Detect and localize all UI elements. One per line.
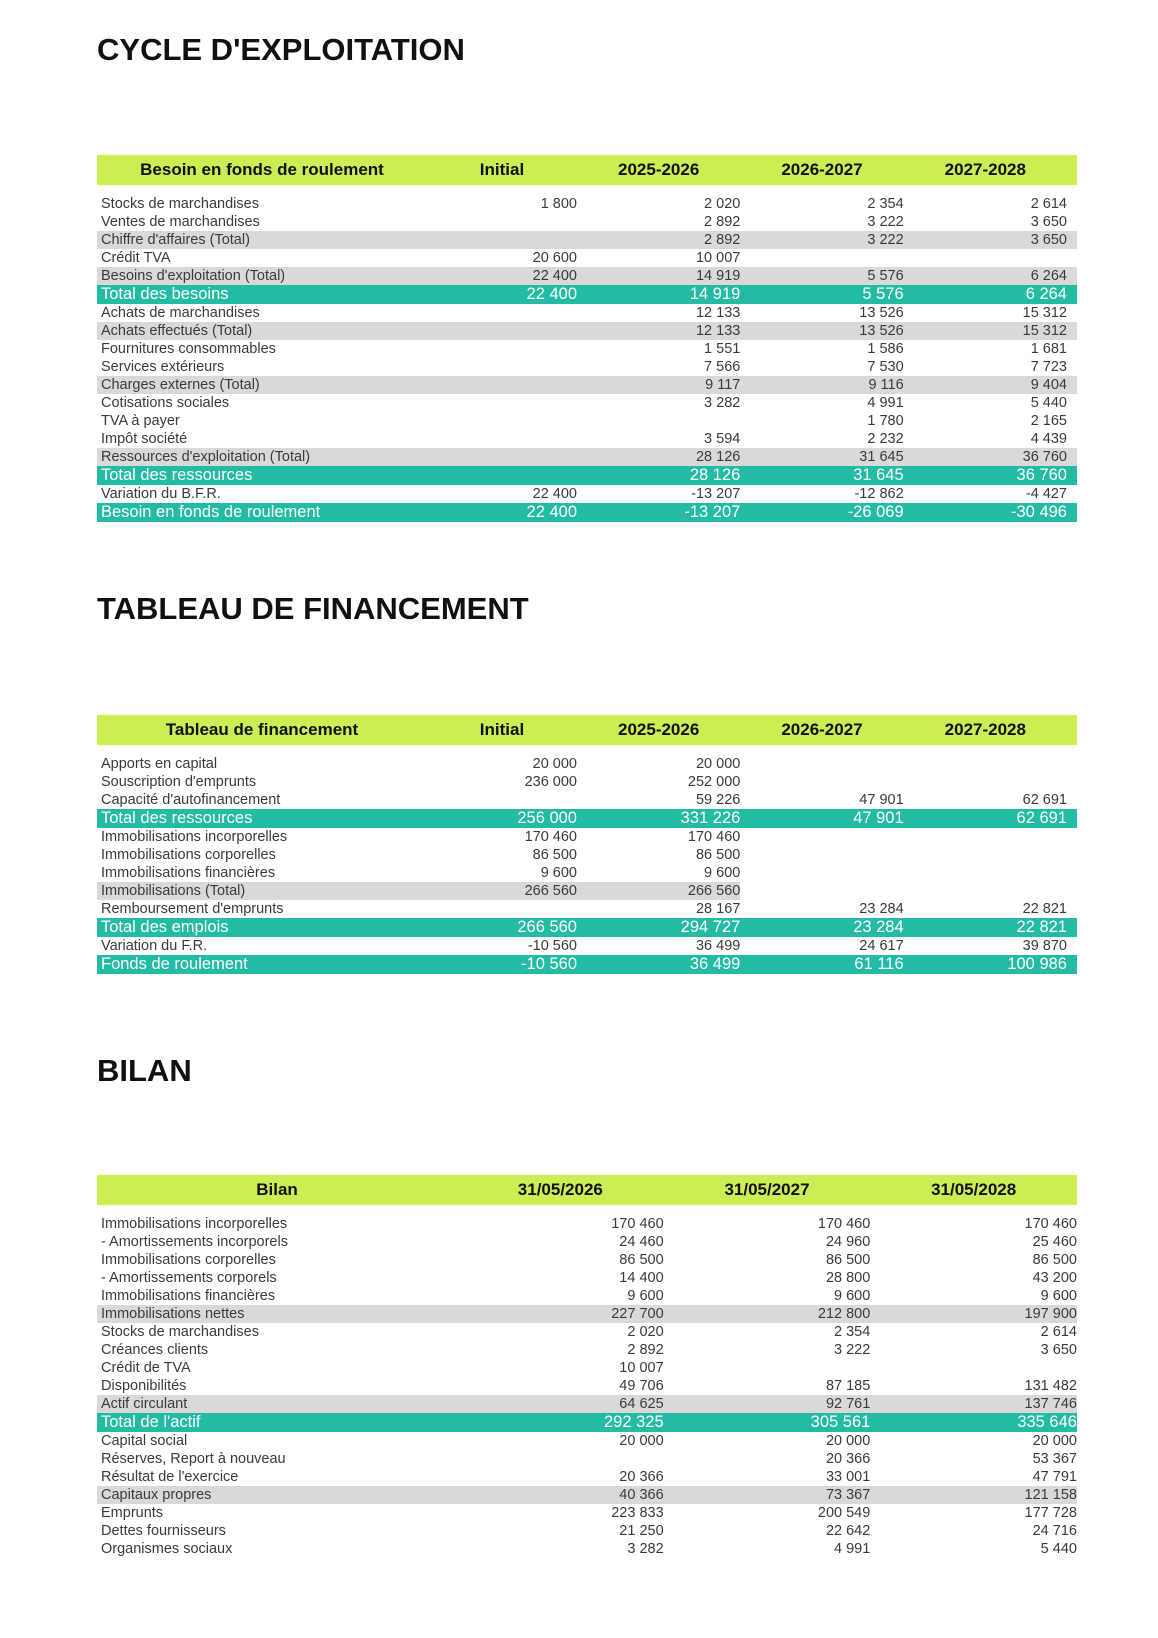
row-label: Apports en capital (101, 756, 218, 772)
row-value: 31 645 (859, 449, 904, 465)
table-row (97, 1251, 1077, 1269)
row-label: Crédit TVA (101, 250, 171, 266)
table-row (97, 1504, 1077, 1522)
row-value: 6 264 (1030, 268, 1067, 284)
row-value: 86 500 (695, 847, 741, 863)
header-column: 2026-2027 (781, 160, 863, 179)
row-value: 177 728 (1024, 1505, 1077, 1521)
table-row (97, 394, 1077, 412)
row-value: 9 117 (705, 377, 741, 393)
row-value: 13 526 (859, 323, 904, 339)
row-label: Réserves, Report à nouveau (101, 1451, 286, 1467)
table-row (97, 828, 1077, 846)
row-value: 73 367 (825, 1487, 871, 1503)
row-value (427, 213, 577, 231)
row-value: 28 126 (689, 466, 741, 484)
row-value: 335 646 (1017, 1413, 1077, 1431)
row-value: 1 780 (867, 413, 904, 429)
table-row (97, 1432, 1077, 1450)
row-value: 25 460 (1032, 1234, 1077, 1250)
row-value: 21 250 (619, 1523, 664, 1539)
row-value (740, 882, 903, 900)
row-value: 331 226 (680, 809, 741, 827)
row-value: 170 460 (817, 1216, 871, 1232)
table-row (97, 285, 1077, 304)
row-value: 22 642 (825, 1523, 871, 1539)
row-value: 24 460 (619, 1234, 664, 1250)
table-header (97, 715, 1077, 745)
row-value: 3 650 (1040, 1342, 1077, 1358)
table-row (97, 937, 1077, 955)
row-value: 1 586 (867, 341, 904, 357)
row-value: 2 614 (1030, 196, 1067, 212)
header-column: 2027-2028 (944, 720, 1026, 739)
row-value: 53 367 (1032, 1451, 1077, 1467)
row-label: Services extérieurs (101, 359, 225, 375)
table-row (97, 918, 1077, 937)
row-label: Total de l'actif (101, 1413, 201, 1431)
table-row (97, 955, 1077, 974)
row-label: Total des emplois (101, 918, 229, 936)
table-row (97, 864, 1077, 882)
row-value: 22 400 (532, 268, 577, 284)
row-value (904, 755, 1067, 773)
table-row (97, 900, 1077, 918)
row-label: Organismes sociaux (101, 1541, 233, 1557)
row-value: 87 185 (825, 1378, 871, 1394)
row-value (427, 430, 577, 448)
row-value: 5 440 (1040, 1541, 1077, 1557)
table-row (97, 1413, 1077, 1432)
row-value (427, 394, 577, 412)
table-row (97, 1305, 1077, 1323)
row-value: 4 991 (867, 395, 904, 411)
table-header (97, 1175, 1077, 1205)
table-row (97, 466, 1077, 485)
row-value: 24 716 (1032, 1523, 1077, 1539)
row-value: 9 600 (834, 1288, 871, 1304)
row-value: 64 625 (619, 1396, 664, 1412)
table-row (97, 1287, 1077, 1305)
table-row (97, 304, 1077, 322)
table-row (97, 376, 1077, 394)
row-value: 3 282 (704, 395, 741, 411)
row-label: Immobilisations financières (101, 1288, 276, 1304)
row-value: 20 000 (532, 756, 577, 772)
row-value: 12 133 (695, 305, 741, 321)
table-row (97, 1269, 1077, 1287)
row-label: Disponibilités (101, 1378, 187, 1394)
row-value: 22 400 (526, 503, 577, 521)
row-value: 2 614 (1040, 1324, 1077, 1340)
row-value (740, 773, 903, 791)
table-row (97, 1450, 1077, 1468)
table-row (97, 1395, 1077, 1413)
row-value (427, 448, 577, 466)
header-column: 31/05/2027 (724, 1180, 810, 1199)
row-value: 294 727 (680, 918, 741, 936)
row-label: Achats effectués (Total) (101, 323, 253, 339)
table-row (97, 846, 1077, 864)
row-label: Emprunts (101, 1505, 164, 1521)
row-label: Fonds de roulement (101, 955, 248, 973)
row-value: 23 284 (859, 901, 904, 917)
row-label: Fournitures consommables (101, 341, 276, 357)
row-value: 3 222 (867, 232, 904, 248)
row-value: 121 158 (1024, 1487, 1077, 1503)
row-label: Stocks de marchandises (101, 1324, 259, 1340)
row-value: 6 264 (1025, 285, 1067, 303)
row-value: 47 901 (859, 792, 904, 808)
row-value (427, 412, 577, 430)
row-label: Dettes fournisseurs (101, 1523, 226, 1539)
row-label: TVA à payer (101, 413, 180, 429)
row-value: 20 366 (619, 1469, 664, 1485)
row-value: 33 001 (825, 1469, 871, 1485)
row-value: 4 991 (834, 1541, 871, 1557)
table-row (97, 340, 1077, 358)
header-label: Bilan (256, 1180, 298, 1199)
row-value: 170 460 (524, 829, 577, 845)
row-label: Stocks de marchandises (101, 196, 259, 212)
table-row (97, 1540, 1077, 1558)
row-value: 2 165 (1030, 413, 1067, 429)
header-column: 31/05/2028 (931, 1180, 1017, 1199)
row-value: 227 700 (611, 1306, 664, 1322)
table-row (97, 755, 1077, 773)
row-value: 3 222 (867, 214, 904, 230)
row-value: 200 549 (817, 1505, 871, 1521)
row-value (427, 791, 577, 809)
row-value: 131 482 (1024, 1378, 1077, 1394)
row-value: 13 526 (859, 305, 904, 321)
row-value: 28 167 (695, 901, 741, 917)
row-value: 15 312 (1022, 323, 1067, 339)
row-value: 39 870 (1022, 938, 1067, 954)
row-value: 36 499 (695, 938, 741, 954)
row-value: 9 600 (1040, 1288, 1077, 1304)
table-row (97, 213, 1077, 231)
row-value: -13 207 (684, 503, 741, 521)
row-value: 22 400 (526, 285, 577, 303)
row-value: 9 600 (627, 1288, 664, 1304)
row-value (740, 249, 903, 267)
row-value: 14 400 (619, 1270, 664, 1286)
row-value: 36 499 (689, 955, 741, 973)
row-value: 47 901 (853, 809, 904, 827)
table-row (97, 412, 1077, 430)
row-value: 3 594 (704, 431, 741, 447)
row-value: 20 000 (825, 1433, 871, 1449)
row-value: 15 312 (1022, 305, 1067, 321)
row-value (740, 864, 903, 882)
table-row (97, 1522, 1077, 1540)
row-value: 2 232 (867, 431, 904, 447)
row-value: 86 500 (532, 847, 577, 863)
row-value: 9 600 (704, 865, 741, 881)
table-row (97, 1233, 1077, 1251)
row-value: 266 560 (517, 918, 577, 936)
row-value: -26 069 (847, 503, 904, 521)
table-row (97, 503, 1077, 522)
row-label: Crédit de TVA (101, 1360, 191, 1376)
section-title-cycle: CYCLE D'EXPLOITATION (97, 32, 465, 67)
table-row (97, 809, 1077, 828)
row-value: 28 800 (825, 1270, 871, 1286)
row-value: 49 706 (619, 1378, 664, 1394)
row-value: 20 000 (1032, 1433, 1077, 1449)
table-row (97, 1359, 1077, 1377)
row-label: Immobilisations (Total) (97, 882, 427, 900)
row-value: 292 325 (604, 1413, 664, 1431)
row-value: 1 551 (704, 341, 741, 357)
header-column: Initial (479, 160, 525, 179)
row-value: 14 919 (689, 285, 741, 303)
row-value: 266 560 (577, 882, 740, 900)
row-value (427, 358, 577, 376)
row-value: 7 566 (704, 359, 741, 375)
row-value: 62 691 (1022, 792, 1067, 808)
row-value (427, 900, 577, 918)
row-value (427, 322, 577, 340)
row-value: 24 617 (859, 938, 904, 954)
row-value (904, 249, 1067, 267)
table-row (97, 249, 1077, 267)
header-column: 2026-2027 (781, 720, 863, 739)
row-value: 197 900 (1024, 1306, 1077, 1322)
row-value (457, 1450, 664, 1468)
row-value: 36 760 (1022, 449, 1067, 465)
row-value: 47 791 (1032, 1469, 1077, 1485)
row-value: 24 960 (825, 1234, 871, 1250)
row-label: Capacité d'autofinancement (101, 792, 281, 808)
table-row (97, 791, 1077, 809)
row-label: Besoins d'exploitation (Total) (101, 268, 286, 284)
header-column: 2025-2026 (618, 720, 700, 739)
bfr-table (97, 155, 1077, 522)
table-row (97, 1486, 1077, 1504)
row-value: 86 500 (619, 1252, 664, 1268)
row-value: 3 282 (627, 1541, 664, 1557)
row-value: 86 500 (1032, 1252, 1077, 1268)
row-label: Immobilisations corporelles (101, 1252, 276, 1268)
row-value: 23 284 (853, 918, 904, 936)
table-row (97, 1377, 1077, 1395)
table-row (97, 1341, 1077, 1359)
header-column: 31/05/2026 (517, 1180, 603, 1199)
row-value: 2 892 (704, 214, 741, 230)
row-label: Souscription d'emprunts (101, 774, 257, 790)
table-row (97, 773, 1077, 791)
row-value: 43 200 (1032, 1270, 1077, 1286)
row-value: 5 440 (1030, 395, 1067, 411)
row-value: 2 892 (627, 1342, 664, 1358)
row-label: Total des ressources (101, 466, 253, 484)
header-label: Besoin en fonds de roulement (140, 160, 384, 179)
row-label: Ressources d'exploitation (Total) (101, 449, 311, 465)
bilan-table (97, 1175, 1077, 1558)
table-row (97, 195, 1077, 213)
header-column: 2027-2028 (944, 160, 1026, 179)
row-value (427, 231, 577, 249)
row-value: 31 645 (853, 466, 904, 484)
row-value: 28 126 (695, 449, 741, 465)
row-value (740, 755, 903, 773)
table-row (97, 267, 1077, 285)
row-value: 5 576 (867, 268, 904, 284)
row-label: Total des besoins (101, 285, 229, 303)
row-value: 170 460 (611, 1216, 664, 1232)
table-row (97, 1323, 1077, 1341)
row-value: 137 746 (1024, 1396, 1077, 1412)
row-value (904, 846, 1067, 864)
row-value (904, 828, 1067, 846)
row-value: -10 560 (521, 955, 577, 973)
row-label: Actif circulant (101, 1396, 188, 1412)
row-label: Ventes de marchandises (101, 214, 260, 230)
row-value: 10 007 (619, 1360, 664, 1376)
row-value: 252 000 (687, 774, 741, 790)
header-label: Tableau de financement (165, 720, 359, 739)
row-label: Variation du B.F.R. (101, 486, 221, 502)
row-value: 12 133 (695, 323, 741, 339)
row-value: 4 439 (1030, 431, 1067, 447)
row-value: 59 226 (695, 792, 741, 808)
row-label: Total des ressources (101, 809, 253, 827)
row-value: 236 000 (524, 774, 577, 790)
row-value: 22 821 (1022, 901, 1067, 917)
row-value: 62 691 (1016, 809, 1067, 827)
table-row (97, 358, 1077, 376)
row-value (664, 1359, 871, 1377)
row-label: Résultat de l'exercice (101, 1469, 239, 1485)
table-row (97, 448, 1077, 466)
row-label: - Amortissements corporels (101, 1270, 277, 1286)
row-value: 1 681 (1030, 341, 1067, 357)
row-value: 61 116 (854, 955, 904, 973)
row-label: Créances clients (101, 1342, 209, 1358)
row-value: 10 007 (695, 250, 741, 266)
row-label: Besoin en fonds de roulement (101, 503, 321, 521)
row-value (427, 304, 577, 322)
row-value: 20 366 (825, 1451, 871, 1467)
row-value: -10 560 (527, 938, 577, 954)
table-row (97, 430, 1077, 448)
row-value: 40 366 (619, 1487, 664, 1503)
row-value: 2 892 (704, 232, 741, 248)
row-value: 9 404 (1030, 377, 1067, 393)
table-row (97, 882, 1077, 900)
row-value: 92 761 (825, 1396, 871, 1412)
row-value: -12 862 (854, 486, 904, 502)
row-label: Cotisations sociales (101, 395, 230, 411)
row-value: 3 650 (1030, 214, 1067, 230)
row-label: Capitaux propres (101, 1487, 212, 1503)
row-value: 256 000 (517, 809, 577, 827)
row-value: 7 530 (867, 359, 904, 375)
row-value (740, 828, 903, 846)
row-value: -13 207 (691, 486, 741, 502)
row-value (427, 376, 577, 394)
row-value: 22 400 (532, 486, 577, 502)
section-title-bilan: BILAN (97, 1053, 192, 1088)
row-value: 9 600 (540, 865, 577, 881)
row-value: 22 821 (1016, 918, 1067, 936)
row-value: 266 560 (427, 882, 577, 900)
row-value: 100 986 (1007, 955, 1067, 973)
row-value (427, 466, 577, 485)
row-value: 86 500 (825, 1252, 871, 1268)
row-value: 2 020 (704, 196, 741, 212)
row-value: 1 800 (540, 196, 577, 212)
row-value (427, 340, 577, 358)
row-label: Achats de marchandises (101, 305, 260, 321)
row-value: 2 354 (867, 196, 904, 212)
header-column: Initial (479, 720, 525, 739)
row-value: -30 496 (1011, 503, 1067, 521)
row-value: 3 222 (834, 1342, 871, 1358)
row-value (904, 864, 1067, 882)
table-row (97, 231, 1077, 249)
row-value: 305 561 (810, 1413, 871, 1431)
row-value: 170 460 (1024, 1216, 1077, 1232)
header-column: 2025-2026 (618, 160, 700, 179)
row-label: - Amortissements incorporels (101, 1234, 288, 1250)
section-title-financement: TABLEAU DE FINANCEMENT (97, 591, 529, 626)
row-label: Immobilisations incorporelles (101, 1216, 288, 1232)
row-value (904, 773, 1067, 791)
row-label: Immobilisations incorporelles (101, 829, 288, 845)
row-value (740, 846, 903, 864)
row-value: -4 427 (1025, 486, 1067, 502)
row-value: 2 354 (834, 1324, 871, 1340)
row-label: Charges externes (Total) (101, 377, 260, 393)
row-value: 20 000 (695, 756, 741, 772)
table-header (97, 155, 1077, 185)
row-value: 14 919 (695, 268, 741, 284)
row-value: 5 576 (862, 285, 904, 303)
row-value (870, 1359, 1077, 1377)
row-value: 36 760 (1016, 466, 1067, 484)
table-row (97, 1468, 1077, 1486)
row-value: 170 460 (687, 829, 741, 845)
row-label: Immobilisations nettes (101, 1306, 245, 1322)
row-value: 2 020 (627, 1324, 664, 1340)
row-label: Capital social (101, 1433, 188, 1449)
row-label: Chiffre d'affaires (Total) (101, 232, 250, 248)
row-value: 7 723 (1030, 359, 1067, 375)
row-value: 20 600 (532, 250, 577, 266)
financement-table (97, 715, 1077, 974)
row-value: 212 800 (817, 1306, 871, 1322)
row-label: Impôt société (101, 431, 188, 447)
table-row (97, 322, 1077, 340)
row-label: Immobilisations financières (101, 865, 276, 881)
row-value: 223 833 (611, 1505, 664, 1521)
row-value: 3 650 (1030, 232, 1067, 248)
row-label: Remboursement d'emprunts (101, 901, 284, 917)
table-row (97, 1215, 1077, 1233)
row-value: 9 116 (868, 377, 904, 393)
table-row (97, 485, 1077, 503)
row-value: 20 000 (619, 1433, 664, 1449)
row-value (904, 882, 1067, 900)
row-label: Immobilisations corporelles (101, 847, 276, 863)
row-value (577, 412, 740, 430)
row-label: Variation du F.R. (101, 938, 208, 954)
